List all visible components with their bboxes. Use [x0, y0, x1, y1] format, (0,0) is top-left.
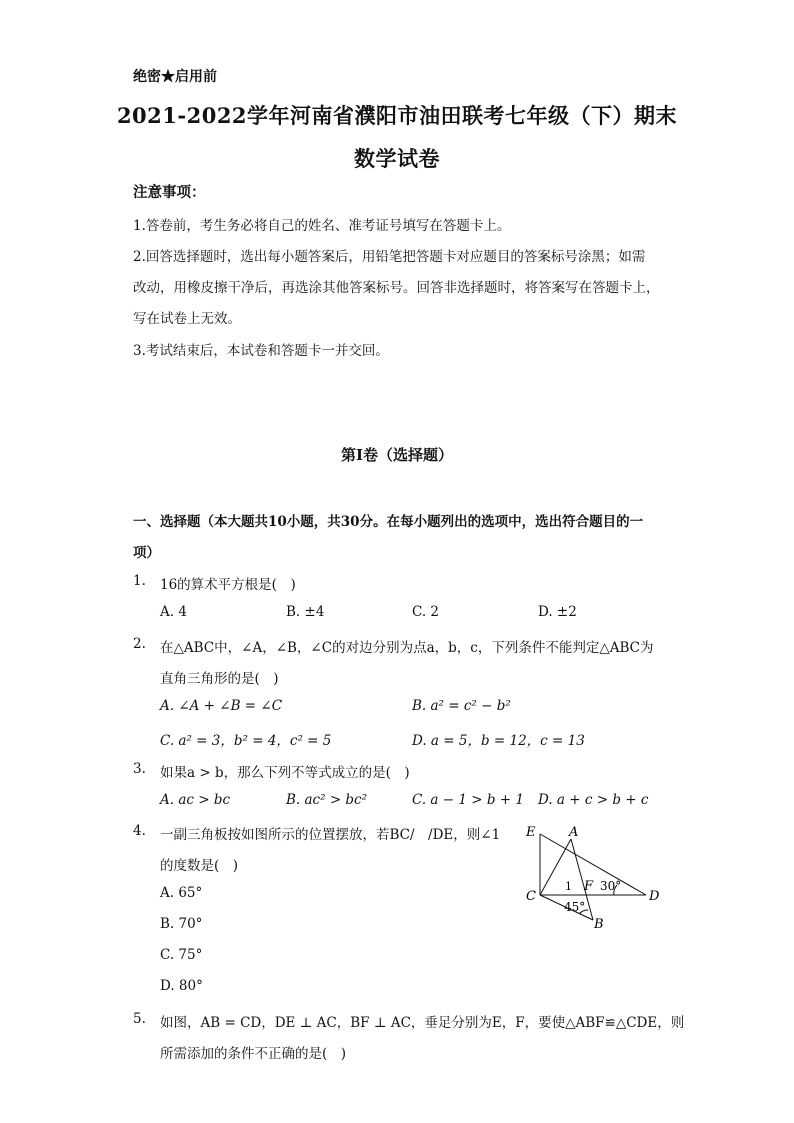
question-text: 16的算术平方根是( ) — [160, 577, 296, 593]
question-number: 1. — [133, 573, 146, 589]
triangle-figure — [520, 822, 670, 934]
label-a: A — [569, 825, 579, 840]
question-text: 所需添加的条件不正确的是( ) — [160, 1046, 347, 1062]
part1-heading-line2: 项） — [133, 545, 160, 561]
label-b: B — [594, 917, 604, 932]
option-a: A. ac > bc — [160, 792, 231, 808]
note-line: 1.答卷前，考生务必将自己的姓名、准考证号填写在答题卡上。 — [133, 218, 511, 234]
question-text: 的度数是( ) — [160, 858, 239, 874]
option-c: C. 2 — [412, 604, 440, 620]
option-d: D. a + c > b + c — [538, 792, 649, 808]
exam-title-line2: 数学试卷 — [354, 146, 440, 171]
note-line: 3.考试结束后，本试卷和答题卡一并交回。 — [133, 343, 389, 359]
label-d: D — [649, 889, 660, 904]
option-d: D. 80° — [160, 978, 203, 994]
option-d: D. ±2 — [538, 604, 577, 620]
option-b: B. ac² > bc² — [286, 792, 368, 808]
label-angle-30: 30° — [600, 879, 622, 893]
note-line: 改动，用橡皮擦干净后，再选涂其他答案标号。回答非选择题时，将答案写在答题卡上， — [133, 280, 660, 296]
option-a: A. 4 — [160, 604, 187, 620]
question-text: 如果a > b，那么下列不等式成立的是( ) — [160, 765, 410, 781]
label-f: F — [584, 879, 594, 894]
option-b: B. a² = c² − b² — [412, 698, 511, 714]
question-text: 一副三角板按如图所示的位置摆放，若BC/ /DE，则∠1 — [160, 827, 501, 843]
note-line: 写在试卷上无效。 — [133, 311, 241, 327]
option-a: A. ∠A + ∠B = ∠C — [160, 698, 283, 714]
option-b: B. 70° — [160, 916, 203, 932]
question-text: 在△ABC中，∠A，∠B，∠C的对边分别为点a，b，c，下列条件不能判定△ABC为 — [160, 640, 654, 656]
section-title: 第Ⅰ卷（选择题） — [340, 446, 454, 464]
label-angle-45: 45° — [564, 900, 586, 914]
question-text: 如图，AB = CD，DE ⊥ AC，BF ⊥ AC，垂足分别为E，F，要使△ABF≌△CDE，则 — [160, 1015, 685, 1031]
question-number: 4. — [133, 823, 146, 839]
option-d: D. a = 5，b = 12，c = 13 — [412, 733, 585, 749]
question-number: 2. — [133, 636, 146, 652]
option-b: B. ±4 — [286, 604, 325, 620]
notes-heading: 注意事项： — [133, 184, 206, 201]
secret-mark: 绝密★启用前 — [133, 69, 217, 85]
question-number: 5. — [133, 1011, 146, 1027]
note-line: 2.回答选择题时，选出每小题答案后，用铅笔把答题卡对应题目的答案标号涂黑；如需 — [133, 249, 646, 265]
question-number: 3. — [133, 761, 146, 777]
option-a: A. 65° — [160, 885, 203, 901]
option-c: C. a² = 3，b² = 4，c² = 5 — [160, 733, 332, 749]
part1-heading-line1: 一、选择题（本大题共10小题，共30分。在每小题列出的选项中，选出符合题目的一 — [133, 514, 644, 530]
label-angle-1: 1 — [565, 880, 572, 893]
label-c: C — [526, 889, 536, 904]
exam-title-line1: 2021-2022学年河南省濮阳市油田联考七年级（下）期末 — [116, 103, 678, 128]
option-c: C. a − 1 > b + 1 — [412, 792, 524, 808]
question-text: 直角三角形的是( ) — [160, 671, 279, 687]
option-c: C. 75° — [160, 947, 203, 963]
label-e: E — [526, 825, 536, 840]
